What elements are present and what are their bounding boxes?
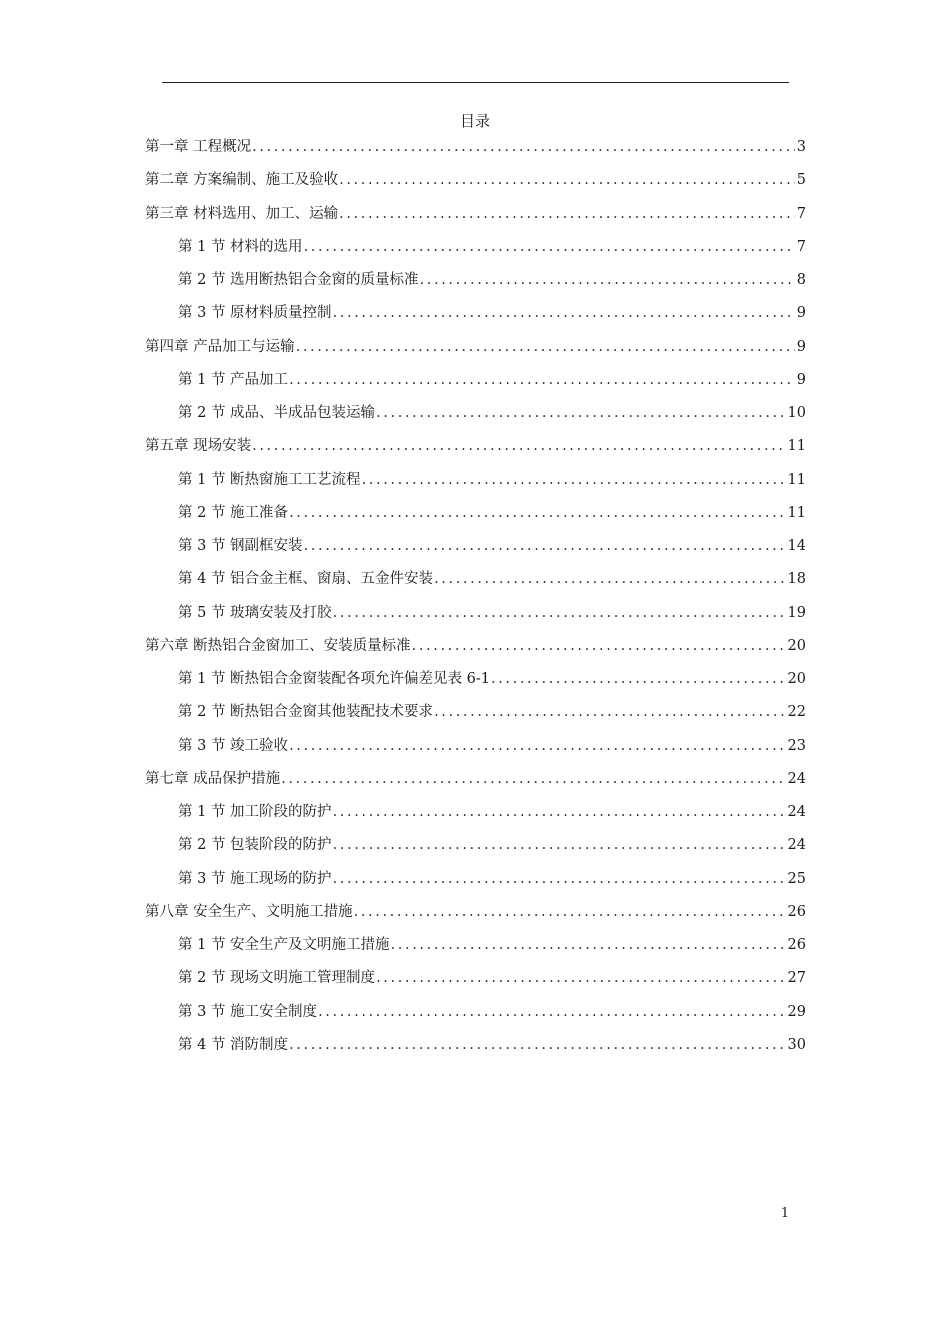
toc-dot-leader [288,735,785,757]
toc-section-entry[interactable] [178,535,806,557]
toc-section-entry[interactable] [178,668,806,690]
toc-dot-leader [332,801,786,823]
toc-entry-page: 24 [787,837,806,854]
toc-section-entry[interactable] [178,701,806,723]
toc-entry-page: 19 [787,604,806,621]
toc-entry-page: 24 [787,770,806,787]
toc-entry-page: 5 [796,172,806,189]
toc-entry-page: 26 [787,903,806,920]
toc-dot-leader [288,502,785,524]
toc-dot-leader [353,901,786,923]
toc-dot-leader [317,1001,785,1023]
toc-entry-label: 第 3 节 竣工验收 [178,737,289,754]
toc-entry-label: 第 2 节 包装阶段的防护 [178,837,332,854]
toc-entry-page: 26 [787,937,806,953]
toc-dot-leader [288,369,795,391]
toc-section-entry[interactable] [178,868,806,890]
toc-dot-leader [332,868,786,890]
toc-chapter-entry[interactable] [145,136,806,158]
toc-entry-page: 11 [787,504,806,521]
toc-dot-leader [338,203,795,225]
toc-dot-leader [280,768,785,790]
toc-entry-label: 第 4 节 消防制度 [178,1036,289,1053]
toc-entry-label: 第五章 现场安装 [145,438,252,455]
toc-entry-label: 第二章 方案编制、施工及验收 [145,172,339,189]
toc-chapter-entry[interactable] [145,203,806,225]
toc-entry-label: 第 2 节 选用断热铝合金窗的质量标准 [178,272,419,288]
toc-entry-page: 22 [787,704,806,721]
toc-entry-page: 8 [796,272,806,288]
toc-dot-leader [332,602,786,624]
toc-entry-label: 第七章 成品保护措施 [145,770,281,787]
toc-entry-page: 9 [796,338,806,355]
toc-entry-page: 20 [787,671,806,687]
toc-section-entry[interactable] [178,402,806,424]
toc-entry-page: 9 [796,371,806,388]
toc-dot-leader [251,136,795,158]
toc-entry-label: 第 1 节 断热铝合金窗装配各项允许偏差见表 6-1 [178,671,491,687]
toc-section-entry[interactable] [178,967,806,989]
toc-chapter-entry[interactable] [145,635,806,657]
toc-dot-leader [411,635,786,657]
toc-entry-page: 30 [787,1036,806,1053]
toc-dot-leader [375,967,785,989]
toc-entry-page: 20 [787,637,806,654]
toc-section-entry[interactable] [178,1034,806,1056]
toc-dot-leader [433,568,785,590]
toc-entry-page: 9 [796,305,806,322]
toc-entry-label: 第 1 节 产品加工 [178,371,289,388]
toc-entry-page: 24 [787,804,806,820]
toc-dot-leader [390,934,786,956]
toc-entry-label: 第 2 节 断热铝合金窗其他装配技术要求 [178,704,434,721]
toc-entry-page: 7 [796,205,806,222]
toc-section-entry[interactable] [178,735,806,757]
toc-entry-label: 第一章 工程概况 [145,139,252,155]
toc-dot-leader [332,834,786,856]
toc-entry-label: 第 4 节 铝合金主框、窗扇、五金件安装 [178,571,434,588]
toc-entry-label: 第 3 节 施工安全制度 [178,1003,318,1020]
toc-entry-label: 第 1 节 材料的选用 [178,238,303,255]
toc-dot-leader [490,668,786,690]
toc-entry-label: 第八章 安全生产、文明施工措施 [145,903,353,920]
toc-entry-page: 7 [796,238,806,255]
toc-entry-page: 27 [787,970,806,987]
toc-title: 目录 [459,112,490,130]
toc-section-entry[interactable] [178,302,806,324]
toc-section-entry[interactable] [178,834,806,856]
toc-chapter-entry[interactable] [145,435,806,457]
toc-entry-page: 3 [796,139,806,155]
toc-section-entry[interactable] [178,502,806,524]
toc-entry-label: 第 5 节 玻璃安装及打胶 [178,604,332,621]
toc-entry-page: 18 [787,571,806,588]
toc-dot-leader [433,701,785,723]
header-rule [162,82,789,83]
toc-entry-label: 第六章 断热铝合金窗加工、安装质量标准 [145,637,411,654]
toc-entry-label: 第三章 材料选用、加工、运输 [145,205,339,222]
toc-dot-leader [332,302,795,324]
toc-entry-label: 第 2 节 成品、半成品包装运输 [178,405,376,421]
toc-section-entry[interactable] [178,934,806,956]
toc-entry-label: 第四章 产品加工与运输 [145,338,295,355]
toc-entry-label: 第 3 节 钢副框安装 [178,538,303,554]
toc-chapter-entry[interactable] [145,901,806,923]
toc-dot-leader [303,236,795,258]
toc-section-entry[interactable] [178,369,806,391]
toc-entry-page: 29 [787,1003,806,1020]
toc-entry-page: 11 [787,438,806,455]
toc-dot-leader [288,1034,785,1056]
toc-dot-leader [338,169,795,191]
toc-dot-leader [375,402,785,424]
toc-entry-label: 第 1 节 安全生产及文明施工措施 [178,937,390,953]
toc-entry-label: 第 3 节 原材料质量控制 [178,305,332,322]
toc-dot-leader [295,336,795,358]
toc-dot-leader [419,269,795,291]
toc-section-entry[interactable] [178,801,806,823]
toc-entry-label: 第 3 节 施工现场的防护 [178,870,332,887]
toc-section-entry[interactable] [178,602,806,624]
toc-entry-label: 第 2 节 施工准备 [178,504,289,521]
toc-entry-label: 第 1 节 加工阶段的防护 [178,804,332,820]
page-number: 1 [780,1206,790,1221]
toc-chapter-entry[interactable] [145,768,806,790]
toc-entry-page: 14 [787,538,806,554]
toc-entry-page: 11 [787,471,806,488]
toc-section-entry[interactable] [178,269,806,291]
toc-entry-page: 23 [787,737,806,754]
toc-dot-leader [251,435,785,457]
toc-section-entry[interactable] [178,568,806,590]
toc-section-entry[interactable] [178,1001,806,1023]
toc-entry-page: 25 [787,870,806,887]
toc-entry-page: 10 [787,405,806,421]
toc-chapter-entry[interactable] [145,336,806,358]
toc-section-entry[interactable] [178,469,806,491]
toc-entry-label: 第 2 节 现场文明施工管理制度 [178,970,376,987]
toc-section-entry[interactable] [178,236,806,258]
toc-dot-leader [361,469,786,491]
toc-dot-leader [303,535,786,557]
toc-entry-label: 第 1 节 断热窗施工工艺流程 [178,471,361,488]
toc-chapter-entry[interactable] [145,169,806,191]
